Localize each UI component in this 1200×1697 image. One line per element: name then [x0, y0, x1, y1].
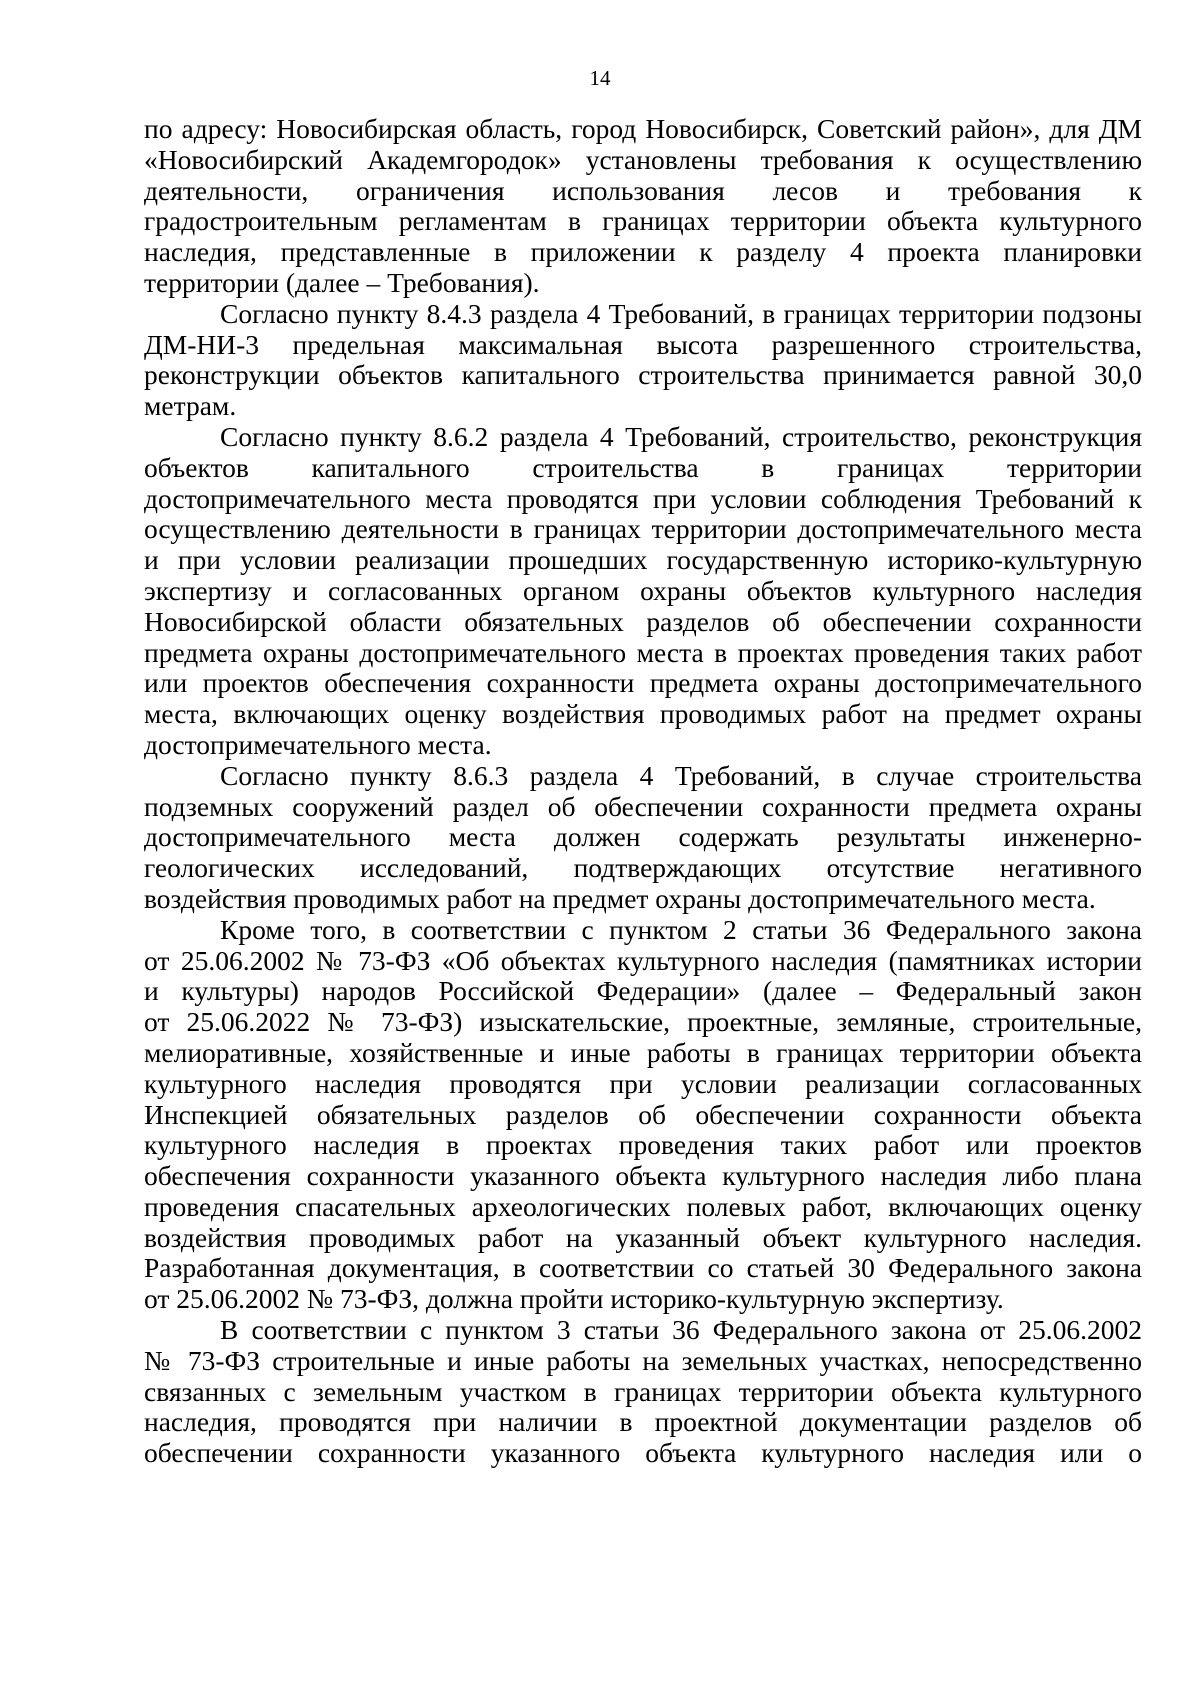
text-line: или проектов обеспечения сохранности предмета охраны достопримечательного — [144, 667, 1142, 699]
text-line: от 25.06.2002 № 73-ФЗ «Об объектах культурного наследия (памятниках истории — [144, 944, 1142, 976]
text-line: № 73-ФЗ строительные и иные работы на земельных участках, непосредственно — [144, 1344, 1142, 1376]
text-line: и культуры) народов Российской Федерации» (далее – Федеральный закон — [144, 975, 1142, 1007]
text-line: мелиоративные, хозяйственные и иные работы в границах территории объекта — [144, 1036, 1142, 1068]
text-line: по адресу: Новосибирская область, город Новосибирск, Советский район», для ДМ — [144, 113, 1142, 144]
paragraph — [144, 761, 1142, 915]
text-line: Новосибирской области обязательных разделов об обеспечении сохранности — [144, 605, 1142, 637]
text-line: Кроме того, в соответствии с пунктом 2 статьи 36 Федерального закона — [220, 913, 1142, 945]
text-line: экспертизу и согласованных органом охраны объектов культурного наследия — [144, 574, 1142, 606]
text-line: «Новосибирский Академгородок» установлены требования к осуществлению — [144, 143, 1142, 175]
text-line: геологических исследований, подтверждающих отсутствие негативного — [144, 852, 1142, 884]
paragraph — [144, 114, 1142, 299]
text-line: метрам. — [144, 390, 237, 422]
text-line: воздействия проводимых работ на указанный объект культурного наследия. — [144, 1221, 1142, 1253]
text-line: Разработанная документация, в соответствии со статьей 30 Федерального закона — [144, 1252, 1142, 1284]
text-line: обеспечении сохранности указанного объекта культурного наследия или о — [144, 1437, 1142, 1469]
text-line: достопримечательного места должен содержать результаты инженерно- — [144, 821, 1142, 853]
text-line: достопримечательного места. — [144, 728, 492, 760]
document-body — [144, 114, 1142, 1469]
text-line: Согласно пункту 8.6.2 раздела 4 Требований, строительство, реконструкция — [220, 420, 1142, 452]
text-line: деятельности, ограничения использования лесов и требования к — [144, 174, 1142, 206]
text-line: ДМ-НИ-3 предельная максимальная высота разрешенного строительства, — [144, 328, 1142, 360]
text-line: от 25.06.2022 № 73-ФЗ) изыскательские, проектные, земляные, строительные, — [144, 1006, 1142, 1038]
paragraph — [144, 422, 1142, 761]
text-line: и при условии реализации прошедших государственную историко-культурную — [144, 544, 1142, 576]
text-line: подземных сооружений раздел об обеспечении сохранности предмета охраны — [144, 790, 1142, 822]
text-line: объектов капитального строительства в границах территории — [144, 451, 1142, 483]
paragraph — [144, 1315, 1142, 1469]
text-line: Согласно пункту 8.4.3 раздела 4 Требований, в границах территории подзоны — [220, 297, 1142, 329]
text-line: Согласно пункту 8.6.3 раздела 4 Требований, в случае строительства — [220, 759, 1142, 791]
text-line: проведения спасательных археологических полевых работ, включающих оценку — [144, 1190, 1142, 1222]
page-number: 14 — [589, 66, 611, 90]
text-line: наследия, представленные в приложении к разделу 4 проекта планировки — [144, 236, 1142, 268]
text-line: территории (далее – Требования). — [144, 266, 540, 298]
text-line: достопримечательного места проводятся при условии соблюдения Требований к — [144, 482, 1142, 514]
text-line: В соответствии с пунктом 3 статьи 36 Федерального закона от 25.06.2002 — [220, 1314, 1142, 1346]
text-line: наследия, проводятся при наличии в проектной документации разделов об — [144, 1406, 1142, 1438]
text-line: от 25.06.2002 № 73-ФЗ, должна пройти историко-культурную экспертизу. — [144, 1283, 1004, 1315]
text-line: осуществлению деятельности в границах территории достопримечательного места — [144, 513, 1142, 545]
text-line: культурного наследия проводятся при условии реализации согласованных — [144, 1067, 1142, 1099]
text-line: места, включающих оценку воздействия проводимых работ на предмет охраны — [144, 698, 1142, 730]
text-line: Инспекцией обязательных разделов об обеспечении сохранности объекта — [144, 1098, 1142, 1130]
text-line: реконструкции объектов капитального строительства принимается равной 30,0 — [144, 359, 1142, 391]
paragraph — [144, 915, 1142, 1315]
paragraph — [144, 299, 1142, 422]
text-line: воздействия проводимых работ на предмет охраны достопримечательного места. — [144, 882, 1096, 914]
text-line: градостроительным регламентам в границах территории объекта культурного — [144, 205, 1142, 237]
text-line: связанных с земельным участком в границах территории объекта культурного — [144, 1375, 1142, 1407]
text-line: предмета охраны достопримечательного места в проектах проведения таких работ — [144, 636, 1142, 668]
text-line: культурного наследия в проектах проведения таких работ или проектов — [144, 1129, 1142, 1161]
text-line: обеспечения сохранности указанного объекта культурного наследия либо плана — [144, 1160, 1142, 1192]
